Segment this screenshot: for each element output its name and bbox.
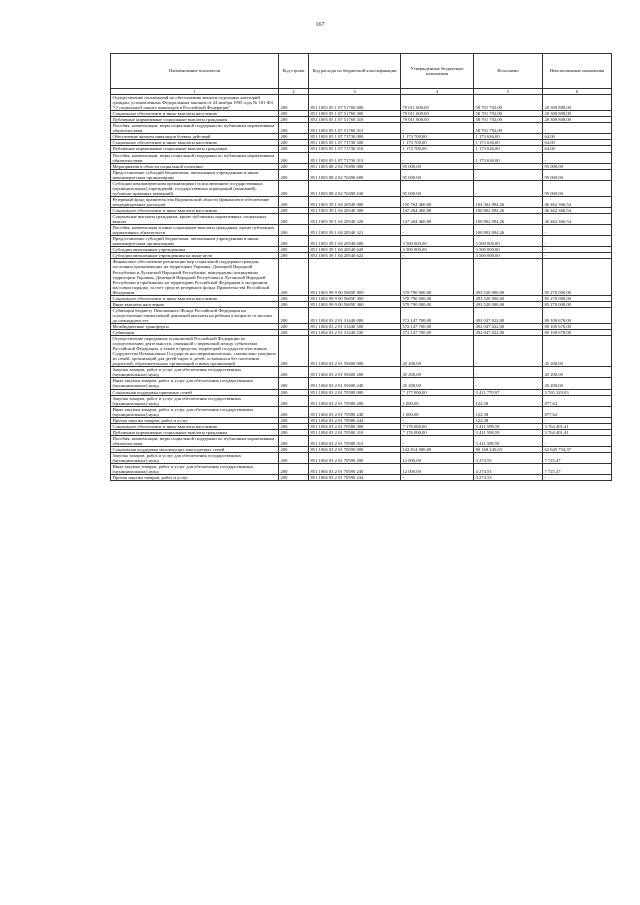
cell-executed: 58 701 792,00 [474, 123, 543, 134]
cell-approved: 1 000,00 [401, 395, 474, 406]
cell-approved: 79 011 600,00 [401, 117, 474, 123]
cell-approved: 95 000,00 [401, 169, 474, 180]
cell-executed: 104 302 094,26 [474, 196, 543, 207]
cell-line-code: 200 [279, 307, 309, 323]
cell-executed: 3 411 598,59 [474, 435, 543, 446]
cell-expense-code: 851 1003 39 1 04 20540 000 [309, 196, 401, 207]
cell-unexecuted: 45 200,00 [543, 378, 612, 389]
cell-expense-code: 851 1003 39 1 04 20540 320 [309, 214, 401, 225]
cell-executed: 58 701 792,00 [474, 95, 543, 111]
cell-name: Социальное обеспечение и иные выплаты населению [111, 111, 279, 117]
cell-name: Финансовое обеспечение реализации мер социальной поддержки граждан, постоянно проживающих на территории Украины, Донецкой Народной Республики и Луганской Народной Республики, вынужденно покинувших территории Украины, Донецкой Народной Республики и Луганской Народной Республики и прибывших на территорию Российской Федерации в экстренном массовом порядке, за счет средств резервного фонда Правительства Российской Федерации [111, 259, 279, 295]
cell-executed: 122,38 [474, 395, 543, 406]
cell-approved: 7 177 000,00 [401, 389, 474, 395]
cell-executed: 3 500 000,00 [474, 253, 543, 259]
cell-name: Обеспечение жильем инвалидов боевых действий [111, 134, 279, 140]
table-row [111, 196, 612, 207]
budget-execution-table [110, 53, 612, 481]
cell-expense-code: 851 1003 39 1 04 20540 321 [309, 225, 401, 236]
cell-unexecuted: - [543, 123, 612, 134]
cell-executed: 493 520 000,00 [474, 301, 543, 307]
cell-expense-code: 851 1003 08 2 02 70490 000 [309, 163, 401, 169]
cell-unexecuted: 64,00 [543, 140, 612, 146]
cell-expense-code: 851 1004 03 2 01 70580 244 [309, 417, 401, 423]
table-header-row [111, 54, 612, 89]
cell-line-code: 200 [279, 259, 309, 295]
cell-expense-code: 851 1004 03 2 01 70580 310 [309, 429, 401, 435]
cell-line-code: 200 [279, 152, 309, 163]
cell-name: Публичные нормативные социальные выплаты гражданам [111, 146, 279, 152]
cell-line-code: 200 [279, 117, 309, 123]
cell-expense-code: 851 1004 03 2 01 70580 000 [309, 389, 401, 395]
cell-name: Закупка товаров, работ и услуг для обеспечения государственных (муниципальных) нужд [111, 395, 279, 406]
cell-line-code: 200 [279, 389, 309, 395]
cell-unexecuted: 20 309 808,00 [543, 117, 612, 123]
cell-approved: 1 173 700,00 [401, 146, 474, 152]
cell-expense-code: 851 1003 05 1 07 51760 000 [309, 95, 401, 111]
cell-approved: 12 000,00 [401, 464, 474, 475]
cell-unexecuted: 7 725,47 [543, 464, 612, 475]
cell-approved: 95 000,00 [401, 163, 474, 169]
cell-name: Субсидии автономным учреждениям на иные цели [111, 253, 279, 259]
cell-expense-code: 851 1004 03 2 01 31440 530 [309, 330, 401, 336]
cell-unexecuted: 95 000,00 [543, 163, 612, 169]
cell-name: Субвенции [111, 330, 279, 336]
cell-approved: 150 764 460,80 [401, 196, 474, 207]
column-number: 2 [279, 89, 309, 95]
cell-name: Осуществление переданных полномочий Российской Федерации по осуществлению деятельности, связанной с перевозкой между субъектами Российской Федерации, а также в пределах территорий государств-участников Содружества Независимых Государств несовершеннолетних, самовольно ушедших из семей, организаций для детей-сирот и детей, оставшихся без попечения родителей, образовательных организаций и иных организаций [111, 336, 279, 367]
cell-name: Иные закупки товаров, работ и услуг для обеспечения государственных (муниципальных) нужд [111, 464, 279, 475]
cell-line-code: 200 [279, 225, 309, 236]
cell-approved: - [401, 123, 474, 134]
cell-approved: 147 264 460,80 [401, 214, 474, 225]
cell-line-code: 200 [279, 336, 309, 367]
cell-line-code: 200 [279, 301, 309, 307]
cell-unexecuted: - [543, 152, 612, 163]
cell-executed: 3 500 000,00 [474, 236, 543, 247]
cell-name: Социальная поддержка приемных семей [111, 389, 279, 395]
cell-expense-code: 851 1003 99 9 00 5685F 300 [309, 295, 401, 301]
header-expense-code: Код расхода по бюджетной классификации [309, 54, 401, 89]
cell-approved: 147 264 460,80 [401, 207, 474, 213]
cell-unexecuted: 80 100 678,00 [543, 307, 612, 323]
table-row [111, 435, 612, 446]
cell-line-code: 200 [279, 146, 309, 152]
cell-expense-code: 851 1003 05 1 07 71730 300 [309, 140, 401, 146]
cell-executed: 3 411 598,59 [474, 423, 543, 429]
cell-expense-code: 851 1004 03 2 01 70580 200 [309, 395, 401, 406]
cell-expense-code: 851 1003 99 9 00 5685F 360 [309, 301, 401, 307]
table-row [111, 475, 612, 481]
cell-executed: 492 047 022,00 [474, 330, 543, 336]
cell-executed: 1 173 636,00 [474, 146, 543, 152]
cell-name: Иные закупки товаров, работ и услуг для обеспечения государственных (муниципальных) нужд [111, 378, 279, 389]
cell-name: Иные выплаты населению [111, 301, 279, 307]
cell-executed: - [474, 367, 543, 378]
cell-expense-code: 851 1003 39 1 04 20540 622 [309, 253, 401, 259]
table-row [111, 259, 612, 295]
cell-unexecuted: 85 270 000,00 [543, 259, 612, 295]
cell-unexecuted: - [543, 417, 612, 423]
cell-unexecuted: 7 725,47 [543, 453, 612, 464]
cell-unexecuted: 64,00 [543, 134, 612, 140]
cell-name: Пособия, компенсации, меры социальной поддержки по публичным нормативным обязательствам [111, 435, 279, 446]
cell-line-code: 200 [279, 196, 309, 207]
cell-name: Субсидии автономным учреждениям [111, 247, 279, 253]
table-row [111, 367, 612, 378]
header-line-code: Код строки [279, 54, 309, 89]
cell-executed: 122,38 [474, 417, 543, 423]
cell-unexecuted: 85 270 000,00 [543, 301, 612, 307]
cell-approved: - [401, 152, 474, 163]
page-number: 167 [315, 22, 325, 28]
cell-name: Прочая закупка товаров, работ и услуг [111, 475, 279, 481]
cell-executed: 58 701 792,00 [474, 117, 543, 123]
cell-approved: 79 011 600,00 [401, 111, 474, 117]
cell-approved: 3 500 000,00 [401, 247, 474, 253]
cell-line-code: 200 [279, 435, 309, 446]
cell-expense-code: 851 1004 03 2 01 70580 300 [309, 423, 401, 429]
cell-executed: 492 047 022,00 [474, 323, 543, 329]
cell-unexecuted: 20 309 808,00 [543, 111, 612, 117]
table-row [111, 453, 612, 464]
cell-unexecuted: 95 000,00 [543, 180, 612, 196]
cell-executed: 3 500 000,00 [474, 247, 543, 253]
cell-name: Иные закупки товаров, работ и услуг для обеспечения государственных (муниципальных) нужд [111, 406, 279, 417]
cell-expense-code: 851 1003 05 1 07 71730 310 [309, 146, 401, 152]
cell-approved: 1 173 700,00 [401, 140, 474, 146]
cell-approved: 7 176 000,00 [401, 429, 474, 435]
cell-approved: - [401, 253, 474, 259]
cell-approved: 45 200,00 [401, 336, 474, 367]
cell-line-code: 200 [279, 123, 309, 134]
cell-approved: 45 200,00 [401, 367, 474, 378]
table-row [111, 395, 612, 406]
cell-line-code: 200 [279, 253, 309, 259]
cell-executed: 58 701 792,00 [474, 111, 543, 117]
cell-expense-code: 851 1003 05 1 07 51760 310 [309, 117, 401, 123]
cell-unexecuted: 45 200,00 [543, 336, 612, 367]
cell-expense-code: 851 1003 99 9 00 5685F 000 [309, 259, 401, 295]
cell-approved: 1 173 700,00 [401, 134, 474, 140]
column-number: 1 [111, 89, 279, 95]
cell-approved: 578 790 000,00 [401, 295, 474, 301]
cell-line-code: 200 [279, 163, 309, 169]
cell-unexecuted: 64,00 [543, 146, 612, 152]
cell-executed: 1 173 636,00 [474, 140, 543, 146]
cell-line-code: 200 [279, 447, 309, 453]
cell-unexecuted: 80 100 678,00 [543, 330, 612, 336]
cell-line-code: 200 [279, 406, 309, 417]
cell-expense-code: 851 1004 03 2 01 70590 000 [309, 447, 401, 453]
cell-unexecuted: 80 100 678,00 [543, 323, 612, 329]
cell-unexecuted: - [543, 225, 612, 236]
cell-unexecuted: - [543, 247, 612, 253]
header-name: Наименование показателя [111, 54, 279, 89]
table-row [111, 236, 612, 247]
cell-executed: 100 802 094,26 [474, 207, 543, 213]
header-unexecuted: Неисполненные назначения [543, 54, 612, 89]
cell-expense-code: 851 1004 03 2 01 59400 240 [309, 378, 401, 389]
cell-unexecuted: 62 645 754,37 [543, 447, 612, 453]
column-number: 3 [309, 89, 401, 95]
cell-executed: - [474, 169, 543, 180]
cell-unexecuted: 877,62 [543, 395, 612, 406]
cell-line-code: 200 [279, 423, 309, 429]
cell-approved: 578 790 000,00 [401, 301, 474, 307]
cell-unexecuted: 45 200,00 [543, 367, 612, 378]
cell-approved: 572 147 700,00 [401, 323, 474, 329]
table-row [111, 336, 612, 367]
cell-executed: 1 173 636,00 [474, 152, 543, 163]
cell-approved: 79 011 600,00 [401, 95, 474, 111]
cell-line-code: 200 [279, 95, 309, 111]
cell-expense-code: 851 1003 05 1 07 71730 000 [309, 134, 401, 140]
column-number: 5 [474, 89, 543, 95]
table-row [111, 169, 612, 180]
cell-unexecuted: 3 764 401,41 [543, 429, 612, 435]
cell-name: Мероприятия в области социальной политики [111, 163, 279, 169]
cell-expense-code: 851 1003 39 1 04 20540 600 [309, 236, 401, 247]
cell-name: Публичные нормативные социальные выплаты гражданам [111, 117, 279, 123]
cell-line-code: 200 [279, 236, 309, 247]
cell-executed: 492 047 022,00 [474, 307, 543, 323]
cell-name: Резервный фонд правительства Воронежской области (финансовое обеспечение непредвиденных расходов) [111, 196, 279, 207]
cell-executed: 4 274,53 [474, 464, 543, 475]
table-row [111, 225, 612, 236]
cell-unexecuted: 3 765 229,03 [543, 389, 612, 395]
cell-approved: 95 000,00 [401, 180, 474, 196]
cell-approved: 7 176 000,00 [401, 423, 474, 429]
cell-expense-code: 851 1004 03 2 01 70590 200 [309, 453, 401, 464]
cell-line-code: 200 [279, 111, 309, 117]
column-number: 4 [401, 89, 474, 95]
cell-approved: 572 147 700,00 [401, 307, 474, 323]
cell-approved: 12 000,00 [401, 453, 474, 464]
cell-expense-code: 851 1003 39 1 04 20540 620 [309, 247, 401, 253]
cell-line-code: 200 [279, 295, 309, 301]
cell-name: Социальное обеспечение и иные выплаты населению [111, 295, 279, 301]
cell-expense-code: 851 1003 05 1 07 51760 313 [309, 123, 401, 134]
cell-name: Публичные нормативные социальные выплаты гражданам [111, 429, 279, 435]
cell-expense-code: 851 1004 03 2 01 31440 500 [309, 323, 401, 329]
cell-expense-code: 851 1004 03 2 01 70580 313 [309, 435, 401, 446]
cell-unexecuted: - [543, 236, 612, 247]
cell-unexecuted: 3 764 401,41 [543, 423, 612, 429]
cell-line-code: 200 [279, 367, 309, 378]
cell-unexecuted: 46 462 366,54 [543, 196, 612, 207]
cell-name: Предоставление субсидий бюджетным, автономным учреждениям и иным некоммерческим организациям [111, 236, 279, 247]
cell-name: Пособия, компенсации, меры социальной поддержки по публичным нормативным обязательствам [111, 152, 279, 163]
cell-unexecuted: - [543, 253, 612, 259]
cell-name: Прочая закупка товаров, работ и услуг [111, 417, 279, 423]
cell-name: Субвенции бюджету Пенсионного Фонда Российской Федерации на осуществление ежемесячной денежной выплаты на ребенка в возрасте от восьми до семнадцати лет [111, 307, 279, 323]
cell-line-code: 200 [279, 417, 309, 423]
cell-expense-code: 851 1004 03 2 01 59400 200 [309, 367, 401, 378]
cell-unexecuted: - [543, 435, 612, 446]
table-row [111, 123, 612, 134]
cell-executed: - [474, 378, 543, 389]
cell-expense-code: 851 1003 08 2 02 70490 630 [309, 180, 401, 196]
cell-line-code: 200 [279, 395, 309, 406]
table-row [111, 152, 612, 163]
table-row [111, 307, 612, 323]
column-number: 6 [543, 89, 612, 95]
cell-name: Социальное обеспечение и иные выплаты населению [111, 423, 279, 429]
cell-unexecuted: - [543, 475, 612, 481]
cell-expense-code: 851 1004 03 2 01 70590 240 [309, 464, 401, 475]
cell-name: Осуществление полномочий по обеспечению жильем отдельных категорий граждан, установленных Федеральным законом от 24 ноября 1995 года № 181-ФЗ "О социальной защите инвалидов в Российской Федерации" [111, 95, 279, 111]
cell-name: Закупка товаров, работ и услуг для обеспечения государственных (муниципальных) нужд [111, 453, 279, 464]
cell-name: Закупка товаров, работ и услуг для обеспечения государственных (муниципальных) нужд [111, 367, 279, 378]
cell-executed: 1 173 636,00 [474, 134, 543, 140]
cell-name: Социальные выплаты гражданам, кроме публичных нормативных социальных выплат [111, 214, 279, 225]
cell-expense-code: 851 1004 03 2 01 70580 240 [309, 406, 401, 417]
cell-executed: 80 168 245,63 [474, 447, 543, 453]
cell-approved: 3 500 000,00 [401, 236, 474, 247]
cell-name: Социальное обеспечение и иные выплаты населению [111, 140, 279, 146]
cell-line-code: 200 [279, 180, 309, 196]
cell-expense-code: 851 1004 03 2 01 70590 244 [309, 475, 401, 481]
cell-executed: - [474, 163, 543, 169]
cell-name: Пособия, компенсации, меры социальной поддержки по публичным нормативным обязательствам [111, 123, 279, 134]
cell-executed: - [474, 180, 543, 196]
cell-name: Пособия, компенсации и иные социальные выплаты гражданам, кроме публичных нормативных обязательств [111, 225, 279, 236]
cell-line-code: 200 [279, 323, 309, 329]
cell-executed: 100 802 094,26 [474, 214, 543, 225]
cell-line-code: 200 [279, 207, 309, 213]
cell-expense-code: 851 1004 03 2 01 31440 000 [309, 307, 401, 323]
cell-name: Межбюджетные трансферты [111, 323, 279, 329]
cell-name: Субсидии некоммерческим организациям (за исключением государственных (муниципальных) учреждений, государственных корпораций (компаний), публично-правовых компаний) [111, 180, 279, 196]
table-row [111, 464, 612, 475]
cell-approved: 142 814 000,00 [401, 447, 474, 453]
cell-expense-code: 851 1003 05 1 07 71730 313 [309, 152, 401, 163]
cell-approved: 45 200,00 [401, 378, 474, 389]
cell-approved: - [401, 225, 474, 236]
cell-line-code: 200 [279, 169, 309, 180]
cell-name: Предоставление субсидий бюджетным, автономным учреждениям и иным некоммерческим организациям [111, 169, 279, 180]
cell-executed: 493 520 000,00 [474, 259, 543, 295]
cell-expense-code: 851 1003 08 2 02 70490 600 [309, 169, 401, 180]
cell-approved: - [401, 417, 474, 423]
table-row [111, 378, 612, 389]
cell-unexecuted: 95 000,00 [543, 169, 612, 180]
cell-line-code: 200 [279, 214, 309, 225]
cell-name: Социальная поддержка малоимущих многодетных семей [111, 447, 279, 453]
cell-executed: - [474, 336, 543, 367]
cell-executed: 122,38 [474, 406, 543, 417]
table-row [111, 214, 612, 225]
cell-approved: 578 790 000,00 [401, 259, 474, 295]
cell-line-code: 200 [279, 134, 309, 140]
cell-approved: 572 147 700,00 [401, 330, 474, 336]
table-row [111, 95, 612, 111]
header-executed: Исполнено [474, 54, 543, 89]
cell-line-code: 200 [279, 140, 309, 146]
cell-line-code: 200 [279, 453, 309, 464]
cell-name: Социальное обеспечение и иные выплаты населению [111, 207, 279, 213]
cell-approved: - [401, 435, 474, 446]
cell-unexecuted: 877,62 [543, 406, 612, 417]
cell-executed: 493 520 000,00 [474, 295, 543, 301]
cell-approved: 1 000,00 [401, 406, 474, 417]
cell-approved: - [401, 475, 474, 481]
cell-unexecuted: 46 462 366,54 [543, 214, 612, 225]
cell-unexecuted: 46 462 366,54 [543, 207, 612, 213]
cell-line-code: 200 [279, 247, 309, 253]
cell-executed: 4 274,53 [474, 475, 543, 481]
header-approved: Утвержденные бюджетные назначения [401, 54, 474, 89]
table-row [111, 180, 612, 196]
cell-line-code: 200 [279, 475, 309, 481]
cell-executed: 3 411 770,97 [474, 389, 543, 395]
cell-line-code: 200 [279, 378, 309, 389]
cell-expense-code: 851 1003 39 1 04 20540 300 [309, 207, 401, 213]
table-row [111, 406, 612, 417]
cell-executed: 4 274,53 [474, 453, 543, 464]
cell-line-code: 200 [279, 330, 309, 336]
cell-expense-code: 851 1004 03 2 01 59400 000 [309, 336, 401, 367]
cell-executed: 100 802 094,26 [474, 225, 543, 236]
cell-unexecuted: 20 309 808,00 [543, 95, 612, 111]
cell-expense-code: 851 1003 05 1 07 51760 300 [309, 111, 401, 117]
cell-line-code: 200 [279, 464, 309, 475]
cell-line-code: 200 [279, 429, 309, 435]
cell-unexecuted: 85 270 000,00 [543, 295, 612, 301]
cell-executed: 3 411 598,59 [474, 429, 543, 435]
